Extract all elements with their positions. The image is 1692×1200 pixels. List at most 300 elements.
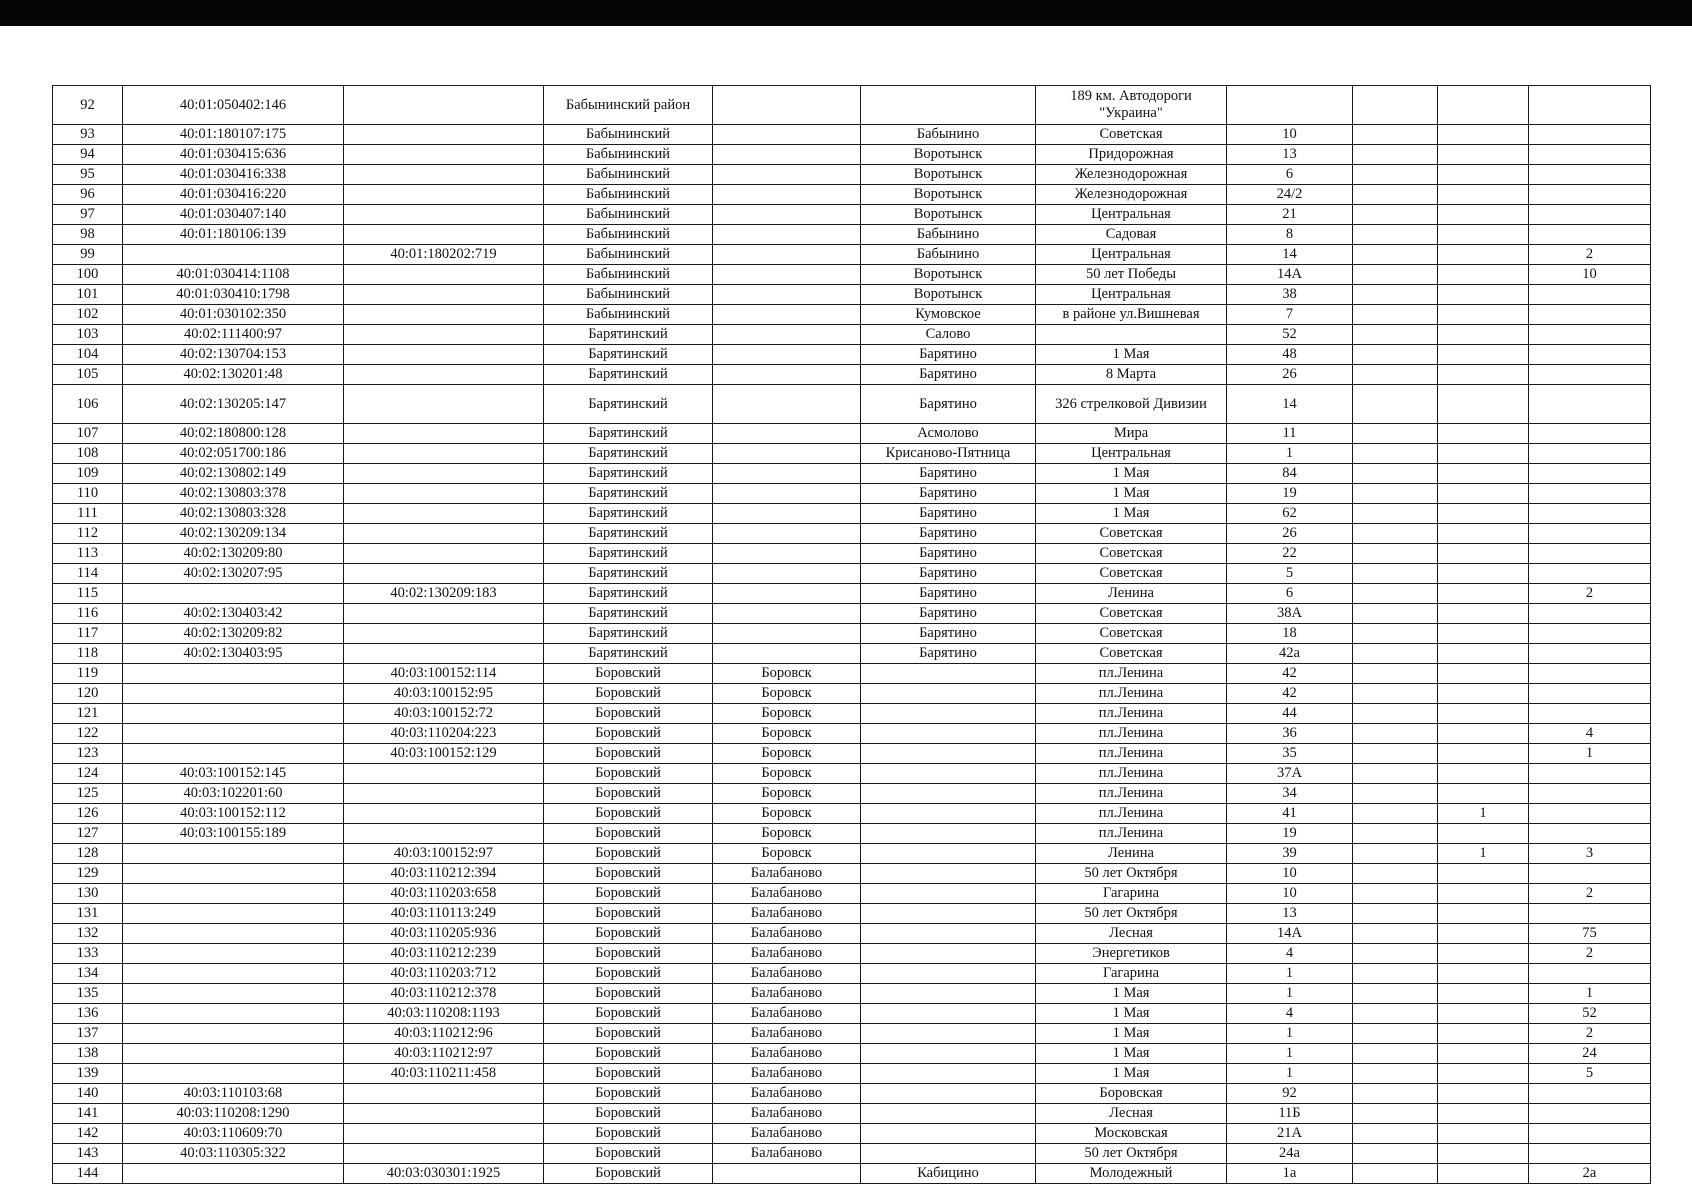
cadastral-number-alt: 40:03:110203:658 bbox=[344, 884, 544, 904]
cadastral-number-alt bbox=[344, 185, 544, 205]
row-number: 121 bbox=[53, 704, 123, 724]
cadastral-number-alt bbox=[344, 544, 544, 564]
extra-cell-3 bbox=[1529, 544, 1651, 564]
extra-cell-2 bbox=[1438, 365, 1529, 385]
row-number: 124 bbox=[53, 764, 123, 784]
city-cell: Балабаново bbox=[713, 1044, 861, 1064]
settlement-cell bbox=[861, 844, 1036, 864]
street-cell: Советская bbox=[1036, 564, 1227, 584]
house-number-cell: 6 bbox=[1227, 584, 1353, 604]
city-cell bbox=[713, 365, 861, 385]
city-cell bbox=[713, 524, 861, 544]
cadastral-number bbox=[123, 1044, 344, 1064]
row-number: 123 bbox=[53, 744, 123, 764]
extra-cell-1 bbox=[1353, 784, 1438, 804]
table-row bbox=[53, 504, 1651, 524]
extra-cell-3 bbox=[1529, 504, 1651, 524]
extra-cell-2 bbox=[1438, 764, 1529, 784]
city-cell: Боровск bbox=[713, 804, 861, 824]
extra-cell-1 bbox=[1353, 1104, 1438, 1124]
district-cell: Боровский bbox=[544, 1144, 713, 1164]
street-cell: Советская bbox=[1036, 524, 1227, 544]
house-number-cell: 14 bbox=[1227, 245, 1353, 265]
street-cell: Московская bbox=[1036, 1124, 1227, 1144]
settlement-cell bbox=[861, 664, 1036, 684]
settlement-cell: Асмолово bbox=[861, 424, 1036, 444]
city-cell bbox=[713, 624, 861, 644]
street-cell: 189 км. Автодороги "Украина" bbox=[1036, 86, 1227, 125]
house-number-cell: 6 bbox=[1227, 165, 1353, 185]
street-cell: Лесная bbox=[1036, 1104, 1227, 1124]
extra-cell-2 bbox=[1438, 564, 1529, 584]
cadastral-number-alt bbox=[344, 444, 544, 464]
city-cell bbox=[713, 145, 861, 165]
extra-cell-1 bbox=[1353, 764, 1438, 784]
city-cell: Боровск bbox=[713, 664, 861, 684]
row-number: 94 bbox=[53, 145, 123, 165]
extra-cell-2 bbox=[1438, 444, 1529, 464]
extra-cell-3 bbox=[1529, 604, 1651, 624]
table-row bbox=[53, 365, 1651, 385]
extra-cell-2 bbox=[1438, 504, 1529, 524]
settlement-cell bbox=[861, 964, 1036, 984]
cadastral-number-alt: 40:02:130209:183 bbox=[344, 584, 544, 604]
row-number: 132 bbox=[53, 924, 123, 944]
cadastral-number-alt bbox=[344, 424, 544, 444]
cadastral-number-alt bbox=[344, 325, 544, 345]
extra-cell-1 bbox=[1353, 205, 1438, 225]
settlement-cell: Бабынино bbox=[861, 225, 1036, 245]
district-cell: Боровский bbox=[544, 924, 713, 944]
street-cell: Мира bbox=[1036, 424, 1227, 444]
settlement-cell: Крисаново-Пятница bbox=[861, 444, 1036, 464]
district-cell: Боровский bbox=[544, 904, 713, 924]
street-cell: Молодежный bbox=[1036, 1164, 1227, 1184]
extra-cell-3: 2 bbox=[1529, 584, 1651, 604]
cadastral-number: 40:01:030407:140 bbox=[123, 205, 344, 225]
district-cell: Боровский bbox=[544, 964, 713, 984]
house-number-cell: 42а bbox=[1227, 644, 1353, 664]
extra-cell-2 bbox=[1438, 385, 1529, 424]
cadastral-number-alt: 40:03:100152:97 bbox=[344, 844, 544, 864]
city-cell bbox=[713, 165, 861, 185]
city-cell: Боровск bbox=[713, 824, 861, 844]
street-cell: пл.Ленина bbox=[1036, 824, 1227, 844]
city-cell: Балабаново bbox=[713, 924, 861, 944]
extra-cell-1 bbox=[1353, 964, 1438, 984]
extra-cell-2 bbox=[1438, 464, 1529, 484]
cadastral-number: 40:02:130207:95 bbox=[123, 564, 344, 584]
cadastral-number bbox=[123, 844, 344, 864]
extra-cell-2 bbox=[1438, 205, 1529, 225]
table-row bbox=[53, 764, 1651, 784]
house-number-cell: 42 bbox=[1227, 684, 1353, 704]
cadastral-number-alt bbox=[344, 265, 544, 285]
district-cell: Боровский bbox=[544, 884, 713, 904]
cadastral-number-alt: 40:03:100152:95 bbox=[344, 684, 544, 704]
extra-cell-1 bbox=[1353, 944, 1438, 964]
extra-cell-3: 3 bbox=[1529, 844, 1651, 864]
extra-cell-1 bbox=[1353, 365, 1438, 385]
house-number-cell: 62 bbox=[1227, 504, 1353, 524]
cadastral-number-alt bbox=[344, 624, 544, 644]
district-cell: Бабынинский bbox=[544, 165, 713, 185]
row-number: 105 bbox=[53, 365, 123, 385]
house-number-cell: 38 bbox=[1227, 285, 1353, 305]
cadastral-number bbox=[123, 924, 344, 944]
table-row bbox=[53, 325, 1651, 345]
table-row bbox=[53, 664, 1651, 684]
cadastral-number: 40:02:111400:97 bbox=[123, 325, 344, 345]
district-cell: Барятинский bbox=[544, 385, 713, 424]
city-cell: Балабаново bbox=[713, 1024, 861, 1044]
cadastral-number: 40:03:100152:112 bbox=[123, 804, 344, 824]
table-row bbox=[53, 864, 1651, 884]
extra-cell-2 bbox=[1438, 145, 1529, 165]
settlement-cell: Бабынино bbox=[861, 125, 1036, 145]
table-row bbox=[53, 1004, 1651, 1024]
table-row bbox=[53, 524, 1651, 544]
settlement-cell: Барятино bbox=[861, 564, 1036, 584]
row-number: 109 bbox=[53, 464, 123, 484]
extra-cell-2 bbox=[1438, 165, 1529, 185]
table-row bbox=[53, 844, 1651, 864]
house-number-cell: 7 bbox=[1227, 305, 1353, 325]
cadastral-number: 40:01:030415:636 bbox=[123, 145, 344, 165]
street-cell: Советская bbox=[1036, 604, 1227, 624]
street-cell: пл.Ленина bbox=[1036, 664, 1227, 684]
extra-cell-2 bbox=[1438, 924, 1529, 944]
extra-cell-3: 5 bbox=[1529, 1064, 1651, 1084]
city-cell: Боровск bbox=[713, 704, 861, 724]
extra-cell-3: 24 bbox=[1529, 1044, 1651, 1064]
district-cell: Бабынинский bbox=[544, 185, 713, 205]
table-row bbox=[53, 904, 1651, 924]
house-number-cell: 39 bbox=[1227, 844, 1353, 864]
extra-cell-1 bbox=[1353, 165, 1438, 185]
table-row bbox=[53, 285, 1651, 305]
settlement-cell: Бабынино bbox=[861, 245, 1036, 265]
street-cell: пл.Ленина bbox=[1036, 784, 1227, 804]
row-number: 120 bbox=[53, 684, 123, 704]
city-cell bbox=[713, 544, 861, 564]
row-number: 117 bbox=[53, 624, 123, 644]
city-cell: Балабаново bbox=[713, 864, 861, 884]
settlement-cell bbox=[861, 1084, 1036, 1104]
street-cell: пл.Ленина bbox=[1036, 704, 1227, 724]
extra-cell-3 bbox=[1529, 784, 1651, 804]
extra-cell-2 bbox=[1438, 1124, 1529, 1144]
city-cell: Боровск bbox=[713, 784, 861, 804]
house-number-cell: 21А bbox=[1227, 1124, 1353, 1144]
extra-cell-1 bbox=[1353, 844, 1438, 864]
city-cell bbox=[713, 205, 861, 225]
table-row bbox=[53, 1104, 1651, 1124]
cadastral-number: 40:01:180106:139 bbox=[123, 225, 344, 245]
house-number-cell: 13 bbox=[1227, 904, 1353, 924]
district-cell: Барятинский bbox=[544, 504, 713, 524]
district-cell: Бабынинский bbox=[544, 205, 713, 225]
extra-cell-3 bbox=[1529, 704, 1651, 724]
district-cell: Боровский bbox=[544, 1084, 713, 1104]
extra-cell-2: 1 bbox=[1438, 804, 1529, 824]
extra-cell-2 bbox=[1438, 125, 1529, 145]
house-number-cell: 1 bbox=[1227, 444, 1353, 464]
house-number-cell: 21 bbox=[1227, 205, 1353, 225]
district-cell: Боровский bbox=[544, 984, 713, 1004]
settlement-cell: Барятино bbox=[861, 644, 1036, 664]
row-number: 118 bbox=[53, 644, 123, 664]
settlement-cell bbox=[861, 1064, 1036, 1084]
row-number: 122 bbox=[53, 724, 123, 744]
street-cell: Центральная bbox=[1036, 285, 1227, 305]
cadastral-number: 40:01:050402:146 bbox=[123, 86, 344, 125]
extra-cell-1 bbox=[1353, 744, 1438, 764]
house-number-cell: 34 bbox=[1227, 784, 1353, 804]
street-cell: Железнодорожная bbox=[1036, 185, 1227, 205]
extra-cell-3 bbox=[1529, 764, 1651, 784]
cadastral-number: 40:03:110208:1290 bbox=[123, 1104, 344, 1124]
cadastral-number: 40:03:102201:60 bbox=[123, 784, 344, 804]
street-cell: 50 лет Октября bbox=[1036, 1144, 1227, 1164]
extra-cell-1 bbox=[1353, 245, 1438, 265]
extra-cell-3 bbox=[1529, 624, 1651, 644]
row-number: 116 bbox=[53, 604, 123, 624]
cadastral-number-alt bbox=[344, 225, 544, 245]
cadastral-number bbox=[123, 1024, 344, 1044]
row-number: 128 bbox=[53, 844, 123, 864]
extra-cell-3: 2 bbox=[1529, 884, 1651, 904]
cadastral-number bbox=[123, 664, 344, 684]
cadastral-number: 40:03:110103:68 bbox=[123, 1084, 344, 1104]
city-cell bbox=[713, 305, 861, 325]
street-cell: Боровская bbox=[1036, 1084, 1227, 1104]
cadastral-number-alt bbox=[344, 524, 544, 544]
city-cell: Боровск bbox=[713, 744, 861, 764]
extra-cell-3 bbox=[1529, 385, 1651, 424]
settlement-cell bbox=[861, 86, 1036, 125]
cadastral-number-alt bbox=[344, 464, 544, 484]
district-cell: Боровский bbox=[544, 784, 713, 804]
extra-cell-2 bbox=[1438, 1084, 1529, 1104]
street-cell: в районе ул.Вишневая bbox=[1036, 305, 1227, 325]
district-cell: Боровский bbox=[544, 1164, 713, 1184]
extra-cell-3 bbox=[1529, 564, 1651, 584]
settlement-cell bbox=[861, 904, 1036, 924]
extra-cell-2 bbox=[1438, 704, 1529, 724]
row-number: 114 bbox=[53, 564, 123, 584]
district-cell: Бабынинский bbox=[544, 145, 713, 165]
street-cell: Советская bbox=[1036, 544, 1227, 564]
extra-cell-2 bbox=[1438, 1004, 1529, 1024]
cadastral-number: 40:01:030414:1108 bbox=[123, 265, 344, 285]
row-number: 137 bbox=[53, 1024, 123, 1044]
table-row bbox=[53, 484, 1651, 504]
settlement-cell bbox=[861, 944, 1036, 964]
street-cell: 1 Мая bbox=[1036, 1024, 1227, 1044]
house-number-cell: 4 bbox=[1227, 1004, 1353, 1024]
data-table bbox=[52, 85, 1651, 1184]
street-cell: Железнодорожная bbox=[1036, 165, 1227, 185]
district-cell: Боровский bbox=[544, 1024, 713, 1044]
house-number-cell: 44 bbox=[1227, 704, 1353, 724]
city-cell: Балабаново bbox=[713, 1104, 861, 1124]
extra-cell-1 bbox=[1353, 584, 1438, 604]
settlement-cell bbox=[861, 764, 1036, 784]
cadastral-number-alt bbox=[344, 86, 544, 125]
row-number: 106 bbox=[53, 385, 123, 424]
settlement-cell: Воротынск bbox=[861, 185, 1036, 205]
settlement-cell bbox=[861, 744, 1036, 764]
extra-cell-2 bbox=[1438, 1024, 1529, 1044]
cadastral-number: 40:02:130803:328 bbox=[123, 504, 344, 524]
extra-cell-3 bbox=[1529, 424, 1651, 444]
street-cell: Гагарина bbox=[1036, 964, 1227, 984]
extra-cell-1 bbox=[1353, 1064, 1438, 1084]
street-cell: 1 Мая bbox=[1036, 345, 1227, 365]
district-cell: Барятинский bbox=[544, 524, 713, 544]
district-cell: Барятинский bbox=[544, 644, 713, 664]
extra-cell-1 bbox=[1353, 804, 1438, 824]
extra-cell-1 bbox=[1353, 145, 1438, 165]
house-number-cell: 48 bbox=[1227, 345, 1353, 365]
settlement-cell bbox=[861, 824, 1036, 844]
city-cell bbox=[713, 86, 861, 125]
extra-cell-2 bbox=[1438, 285, 1529, 305]
city-cell: Балабаново bbox=[713, 884, 861, 904]
extra-cell-1 bbox=[1353, 884, 1438, 904]
street-cell: Центральная bbox=[1036, 205, 1227, 225]
cadastral-number-alt: 40:03:110113:249 bbox=[344, 904, 544, 924]
row-number: 127 bbox=[53, 824, 123, 844]
city-cell: Боровск bbox=[713, 764, 861, 784]
district-cell: Барятинский bbox=[544, 604, 713, 624]
row-number: 101 bbox=[53, 285, 123, 305]
extra-cell-3 bbox=[1529, 904, 1651, 924]
table-row bbox=[53, 444, 1651, 464]
cadastral-number-alt bbox=[344, 1124, 544, 1144]
district-cell: Боровский bbox=[544, 684, 713, 704]
house-number-cell: 35 bbox=[1227, 744, 1353, 764]
extra-cell-2 bbox=[1438, 1144, 1529, 1164]
extra-cell-1 bbox=[1353, 444, 1438, 464]
extra-cell-2 bbox=[1438, 984, 1529, 1004]
extra-cell-1 bbox=[1353, 285, 1438, 305]
house-number-cell: 84 bbox=[1227, 464, 1353, 484]
extra-cell-1 bbox=[1353, 1164, 1438, 1184]
row-number: 113 bbox=[53, 544, 123, 564]
table-row bbox=[53, 245, 1651, 265]
extra-cell-2 bbox=[1438, 1104, 1529, 1124]
extra-cell-1 bbox=[1353, 664, 1438, 684]
extra-cell-3: 10 bbox=[1529, 265, 1651, 285]
cadastral-number bbox=[123, 684, 344, 704]
extra-cell-1 bbox=[1353, 1124, 1438, 1144]
table-row bbox=[53, 924, 1651, 944]
extra-cell-2 bbox=[1438, 265, 1529, 285]
cadastral-number-alt: 40:03:110212:96 bbox=[344, 1024, 544, 1044]
house-number-cell: 26 bbox=[1227, 524, 1353, 544]
street-cell: Центральная bbox=[1036, 245, 1227, 265]
settlement-cell bbox=[861, 1124, 1036, 1144]
extra-cell-1 bbox=[1353, 504, 1438, 524]
district-cell: Боровский bbox=[544, 724, 713, 744]
district-cell: Боровский bbox=[544, 1124, 713, 1144]
extra-cell-1 bbox=[1353, 544, 1438, 564]
cadastral-number bbox=[123, 724, 344, 744]
city-cell bbox=[713, 125, 861, 145]
extra-cell-1 bbox=[1353, 225, 1438, 245]
cadastral-number-alt bbox=[344, 824, 544, 844]
district-cell: Боровский bbox=[544, 744, 713, 764]
extra-cell-1 bbox=[1353, 1004, 1438, 1024]
row-number: 142 bbox=[53, 1124, 123, 1144]
district-cell: Барятинский bbox=[544, 345, 713, 365]
extra-cell-3 bbox=[1529, 824, 1651, 844]
house-number-cell: 14А bbox=[1227, 265, 1353, 285]
row-number: 97 bbox=[53, 205, 123, 225]
house-number-cell: 41 bbox=[1227, 804, 1353, 824]
house-number-cell: 8 bbox=[1227, 225, 1353, 245]
cadastral-number bbox=[123, 245, 344, 265]
settlement-cell bbox=[861, 704, 1036, 724]
row-number: 140 bbox=[53, 1084, 123, 1104]
cadastral-number-alt: 40:03:110205:936 bbox=[344, 924, 544, 944]
cadastral-number-alt: 40:01:180202:719 bbox=[344, 245, 544, 265]
extra-cell-1 bbox=[1353, 704, 1438, 724]
extra-cell-3 bbox=[1529, 664, 1651, 684]
cadastral-number bbox=[123, 1004, 344, 1024]
extra-cell-2 bbox=[1438, 644, 1529, 664]
city-cell bbox=[713, 185, 861, 205]
table-row bbox=[53, 544, 1651, 564]
city-cell: Боровск bbox=[713, 684, 861, 704]
row-number: 119 bbox=[53, 664, 123, 684]
district-cell: Боровский bbox=[544, 824, 713, 844]
house-number-cell: 1а bbox=[1227, 1164, 1353, 1184]
settlement-cell bbox=[861, 864, 1036, 884]
table-body bbox=[53, 86, 1651, 1184]
house-number-cell: 36 bbox=[1227, 724, 1353, 744]
cadastral-number-alt: 40:03:110203:712 bbox=[344, 964, 544, 984]
extra-cell-1 bbox=[1353, 1044, 1438, 1064]
settlement-cell: Барятино bbox=[861, 544, 1036, 564]
extra-cell-2 bbox=[1438, 744, 1529, 764]
cadastral-number bbox=[123, 864, 344, 884]
district-cell: Барятинский bbox=[544, 544, 713, 564]
street-cell: Советская bbox=[1036, 644, 1227, 664]
extra-cell-3 bbox=[1529, 684, 1651, 704]
street-cell: 50 лет Октября bbox=[1036, 904, 1227, 924]
table-row bbox=[53, 86, 1651, 125]
cadastral-number: 40:02:180800:128 bbox=[123, 424, 344, 444]
city-cell: Балабаново bbox=[713, 1064, 861, 1084]
street-cell: Гагарина bbox=[1036, 884, 1227, 904]
extra-cell-3: 2 bbox=[1529, 944, 1651, 964]
extra-cell-2 bbox=[1438, 884, 1529, 904]
street-cell: Энергетиков bbox=[1036, 944, 1227, 964]
settlement-cell: Воротынск bbox=[861, 265, 1036, 285]
extra-cell-2 bbox=[1438, 1064, 1529, 1084]
extra-cell-3: 1 bbox=[1529, 984, 1651, 1004]
cadastral-number-alt: 40:03:110204:223 bbox=[344, 724, 544, 744]
cadastral-number-alt: 40:03:110212:378 bbox=[344, 984, 544, 1004]
cadastral-number-alt: 40:03:110212:97 bbox=[344, 1044, 544, 1064]
table-row bbox=[53, 185, 1651, 205]
cadastral-number-alt bbox=[344, 804, 544, 824]
street-cell: Придорожная bbox=[1036, 145, 1227, 165]
district-cell: Барятинский bbox=[544, 444, 713, 464]
